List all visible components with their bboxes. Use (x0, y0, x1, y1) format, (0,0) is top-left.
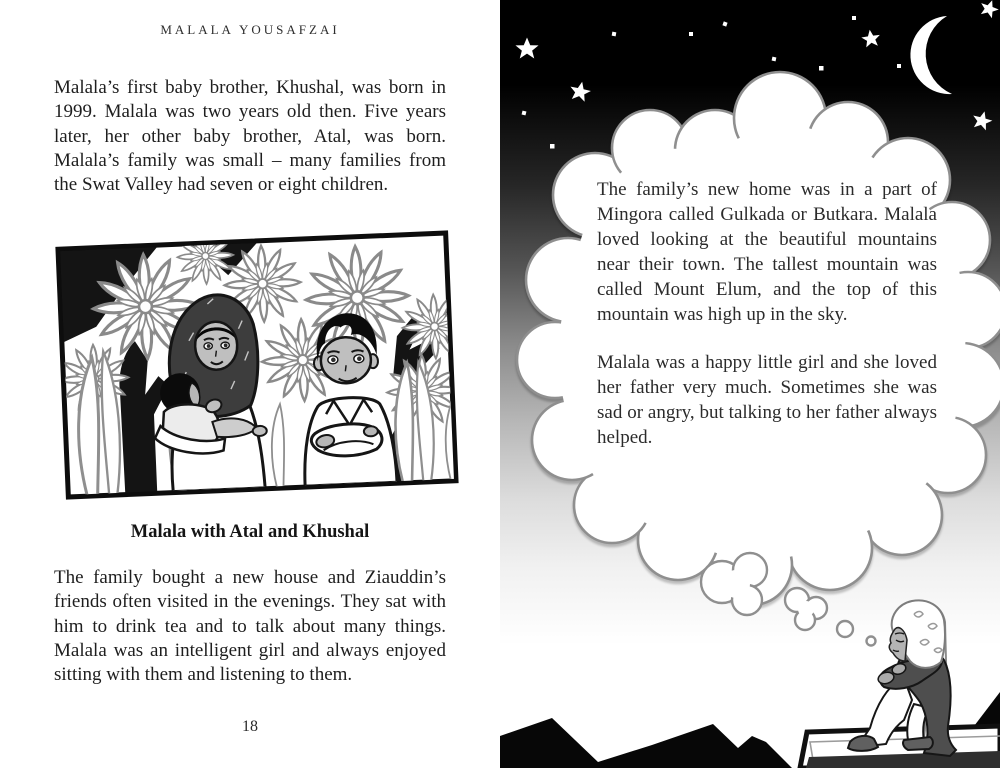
running-header: MALALA YOUSAFZAI (160, 22, 340, 37)
page-number: 18 (242, 718, 258, 735)
thought-bubble-text (597, 177, 937, 450)
paragraph-1: Malala’s first baby brother, Khushal, was born in 1999. Malala was two years old then. Five years later, her other baby brother, Atal, was born. Malala’s family was small – many families from the Swat Valley had seven or eight children. (54, 77, 446, 196)
right-page-night-scene (500, 0, 1000, 768)
illustration-caption: Malala with Atal and Khushal (130, 522, 370, 542)
bubble-paragraph-1: The family’s new home was in a part of Mingora called Gulkada or Butkara. Malala loved looking at the beautiful mountains near their town. The tallest mountain was called Mount Elum, and the top of this mountain was high up in the sky. (597, 179, 937, 325)
family-illustration-svg (55, 230, 459, 500)
rooftop-ledge (800, 726, 1000, 768)
crescent-moon-icon (910, 16, 952, 94)
paragraph-2: The family bought a new house and Ziauddin’s friends often visited in the evenings. They sat with him to drink tea and to talk about many things. Malala was an intelligent girl and always enjoyed sitting with them and listening to them. (54, 567, 446, 686)
family-illustration (55, 230, 459, 500)
mountain-silhouette (500, 718, 792, 768)
bubble-paragraph-2: Malala was a happy little girl and she loved her father very much. Sometimes she was sad or angry, but talking to her father always helped. (597, 352, 937, 448)
